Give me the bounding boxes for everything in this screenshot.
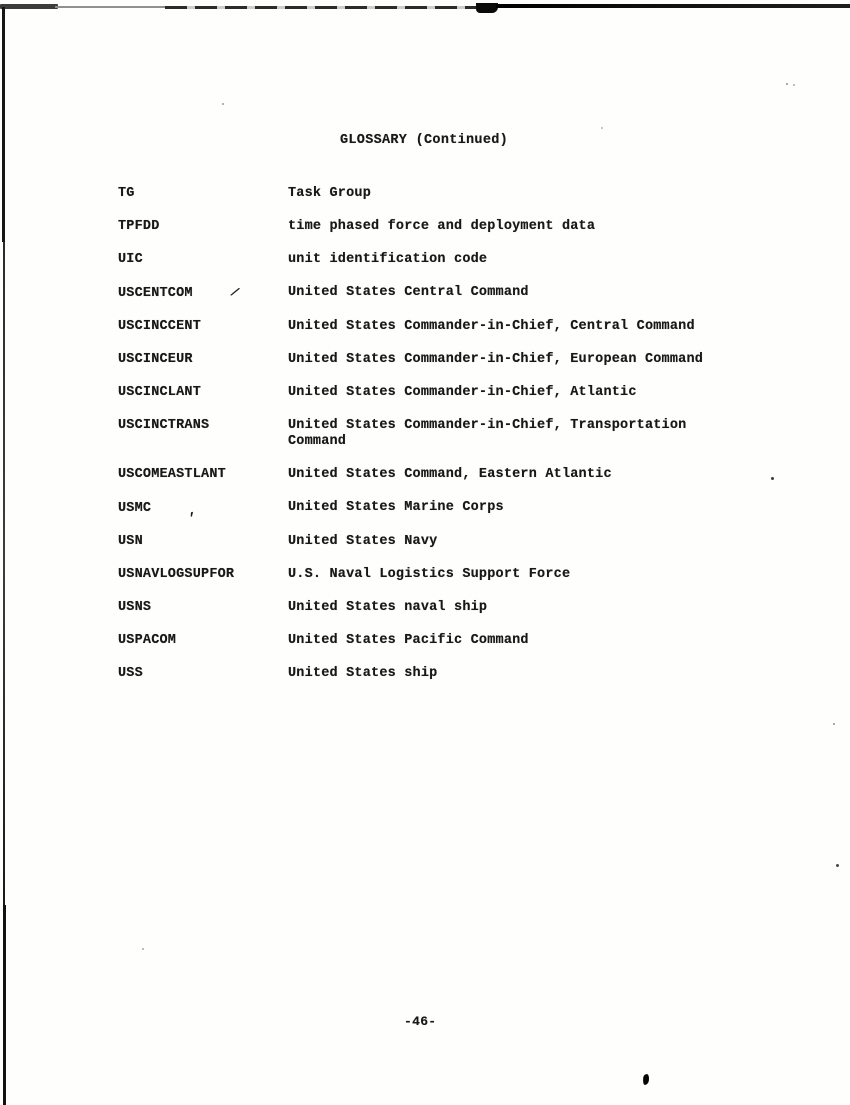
glossary-definition: United States Navy: [288, 534, 438, 549]
scan-edge-top-mid: [165, 6, 478, 9]
glossary-definition: United States Central Command: [288, 285, 529, 300]
glossary-definition: United States Marine Corps: [288, 500, 504, 515]
glossary-entry: [118, 600, 738, 616]
glossary-term: [118, 500, 288, 517]
glossary-term: USNS: [118, 600, 152, 615]
glossary-entry: [118, 186, 738, 202]
scan-speck: [786, 83, 788, 85]
glossary-entry: [118, 633, 738, 649]
glossary-definition: Task Group: [288, 186, 372, 201]
glossary-term-text: USMC: [118, 501, 152, 516]
scan-edge-top-left: [0, 4, 58, 9]
scan-edge-left-line-top: [2, 7, 5, 242]
glossary-list: [118, 186, 738, 699]
glossary-definition: United States Pacific Command: [288, 633, 529, 648]
glossary-entry: [118, 252, 738, 268]
scan-edge-top-faint: [55, 6, 167, 8]
glossary-definition: time phased force and deployment data: [288, 219, 596, 234]
glossary-definition: United States naval ship: [288, 600, 488, 615]
stray-pen-dash: ,: [185, 502, 197, 519]
glossary-definition: United States Commander-in-Chief, European Command: [288, 352, 704, 367]
glossary-definition: United States Commander-in-Chief, Transportation Command: [288, 418, 687, 449]
glossary-term: USCINCEUR: [118, 352, 193, 367]
glossary-term: [118, 285, 288, 302]
glossary-term-text: USCENTCOM: [118, 286, 193, 301]
scan-speck: [601, 127, 603, 129]
glossary-definition: United States Command, Eastern Atlantic: [288, 467, 612, 482]
scan-speck: [833, 723, 835, 725]
glossary-term: USN: [118, 534, 143, 549]
glossary-term: USS: [118, 666, 143, 681]
scan-speck: [142, 948, 144, 950]
glossary-term: UIC: [118, 252, 143, 267]
glossary-entry: [118, 418, 738, 450]
scan-speck: [836, 864, 839, 867]
page-number: -46-: [404, 1014, 437, 1029]
scan-edge-top-right: [496, 4, 850, 8]
glossary-entry: [118, 352, 738, 368]
glossary-entry: [118, 467, 738, 483]
glossary-term: USCINCLANT: [118, 385, 202, 400]
glossary-term: USCINCTRANS: [118, 418, 210, 433]
glossary-entry: [118, 534, 738, 550]
glossary-definition: United States Commander-in-Chief, Central Command: [288, 319, 695, 334]
glossary-term: USPACOM: [118, 633, 177, 648]
glossary-term: USCOMEASTLANT: [118, 467, 226, 482]
scan-edge-top-blob: [476, 3, 498, 13]
glossary-definition: United States ship: [288, 666, 438, 681]
glossary-entry: [118, 285, 738, 302]
scan-speck: [771, 477, 774, 480]
glossary-entry: [118, 219, 738, 235]
scan-edge-left-line-bottom: [3, 905, 6, 1105]
glossary-entry: [118, 500, 738, 517]
glossary-term: USCINCCENT: [118, 319, 202, 334]
glossary-entry: [118, 319, 738, 335]
ink-blot-mark: [642, 1074, 649, 1086]
glossary-entry: [118, 385, 738, 401]
glossary-entry: [118, 567, 738, 583]
glossary-term: TPFDD: [118, 219, 160, 234]
glossary-term: USNAVLOGSUPFOR: [118, 567, 235, 582]
glossary-term: TG: [118, 186, 135, 201]
glossary-definition: United States Commander-in-Chief, Atlantic: [288, 385, 637, 400]
scan-speck: [222, 103, 224, 105]
glossary-definition: unit identification code: [288, 252, 488, 267]
stray-pen-tick: /: [229, 285, 241, 301]
page-title: GLOSSARY (Continued): [340, 133, 509, 148]
glossary-definition: U.S. Naval Logistics Support Force: [288, 567, 571, 582]
glossary-entry: [118, 666, 738, 682]
scan-speck: [793, 84, 795, 86]
